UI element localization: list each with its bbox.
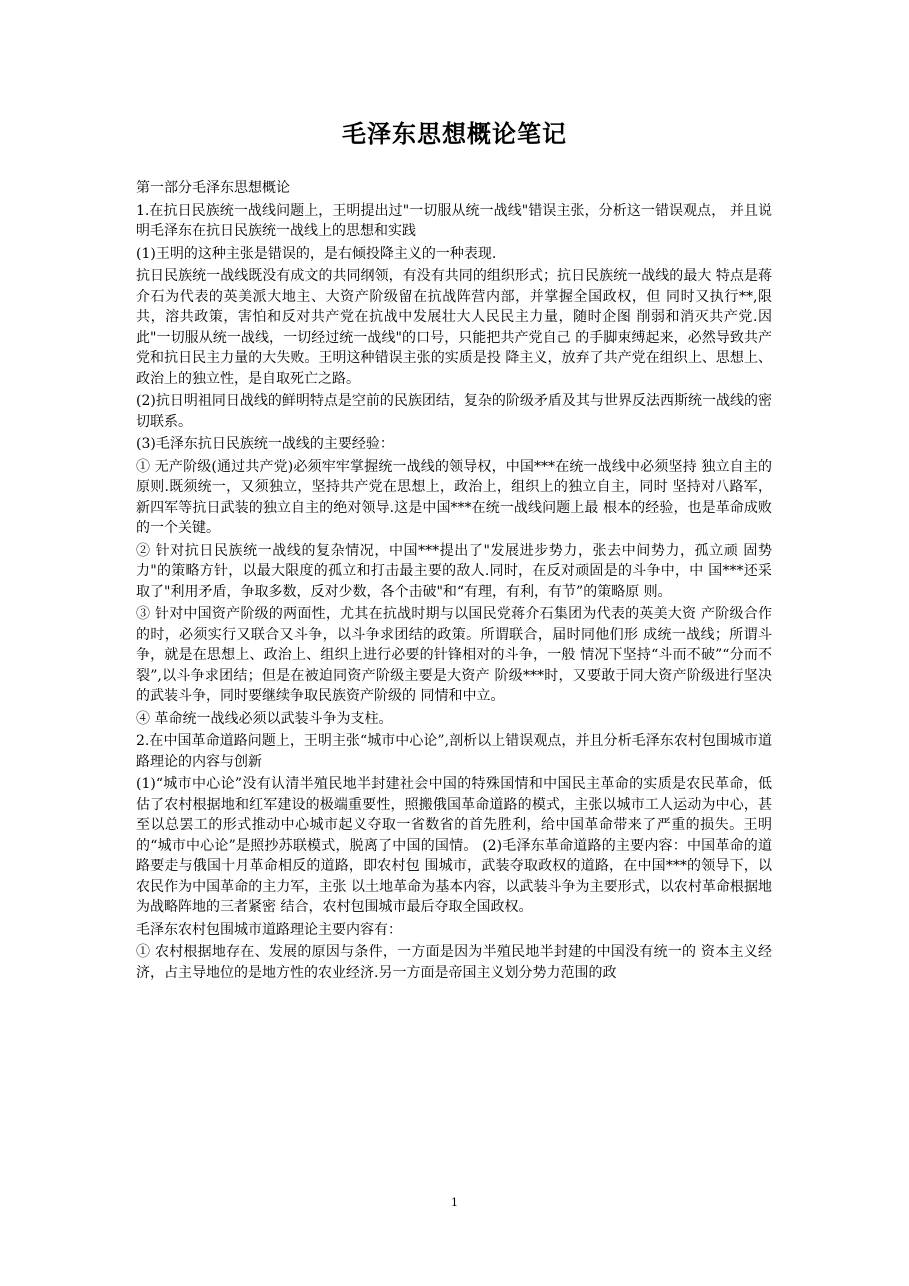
- section-heading: 第一部分毛泽东思想概论: [136, 180, 290, 196]
- question-2: 2.在中国革命道路问题上，王明主张“城市中心论”,剖析以上错误观点，并且分析毛泽东农村包围城市道路理论的内容与创新: [136, 733, 772, 770]
- list-item: ② 针对抗日民族统一战线的复杂情况，中国***提出了"发展进步势力，张去中间势力，孤立顽 固势力"的策略方针，以最大限度的孤立和打击最主要的敌人.同时，在反对顽固是的斗争中，中 国***还采取了"利用矛盾，争取多数，反对少数，各个击破"和“有理，有利，有节”的策略原 则。: [136, 542, 772, 600]
- paragraph: (1)王明的这种主张是错误的，是右倾投降主义的一种表现.: [136, 245, 497, 262]
- paragraph: (3)毛泽东抗日民族统一战线的主要经验：: [136, 436, 394, 452]
- list-item: ① 无产阶级(通过共产党)必须牢牢掌握统一战线的领导权，中国***在统一战线中必须坚持 独立自主的原则.既须统一，又须独立，坚持共产党在思想上，政治上，组织上的独立自主，同时 坚持对八路军，新四军等抗日武装的独立自主的绝对领导.这是中国***在统一战线问题上最 根本的经验，也是革命成败的一个关键。: [136, 458, 772, 536]
- question-1: 1.在抗日民族统一战线问题上，王明提出过"一切服从统一战线"错误主张，分析这一错误观点， 并且说明毛泽东在抗日民族统一战线上的思想和实践: [136, 202, 772, 239]
- paragraph: (1)“城市中心论”没有认清半殖民地半封建社会中国的特殊国情和中国民主革命的实质是农民革命，低估了农村根据地和红军建设的极端重要性，照搬俄国革命道路的模式，主张以城市工人运动为中心，甚至以总罢工的形式推动中心城市起义夺取一省数省的首先胜利，给中国革命带来了严重的损失。王明的“城市中心论”是照抄苏联模式，脱离了中国的国情。 (2)毛泽东革命道路的主要内容：中国革命的道路要走与俄国十月革命相反的道路，即农村包 围城市，武装夺取政权的道路，在中国***的领导下，以农民作为中国革命的主力军，主张 以土地革命为基本内容，以武装斗争为主要形式，以农村革命根据地为战略阵地的三者紧密 结合，农村包围城市最后夺取全国政权。: [136, 776, 772, 915]
- document-title: 毛泽东思想概论笔记: [342, 119, 567, 148]
- list-item: ④ 革命统一战线必须以武装斗争为支柱。: [136, 710, 393, 727]
- list-item: ① 农村根据地存在、发展的原因与条件，一方面是因为半殖民地半封建的中国没有统一的 资本主义经济，占主导地位的是地方性的农业经济.另一方面是帝国主义划分势力范围的政: [136, 944, 772, 981]
- document-body: [136, 178, 772, 985]
- paragraph: 抗日民族统一战线既没有成文的共同纲领，有没有共同的组织形式；抗日民族统一战线的最大 特点是蒋介石为代表的英美派大地主、大资产阶级留在抗战阵营内部，并掌握全国政权，但 同时又执行**,限共，溶共政策，害怕和反对共产党在抗战中发展壮大人民民主力量，随时企图 削弱和消灭共产党.因此"一切服从统一战线，一切经过统一战线"的口号，只能把共产党自己 的手脚束缚起来，必然导致共产党和抗日民主力量的大失败。王明这种错误主张的实质是投 降主义，放弃了共产党在组织上、思想上、政治上的独立性，是自取死亡之路。: [136, 268, 772, 387]
- list-item: ③ 针对中国资产阶级的两面性，尤其在抗战时期与以国民党蒋介石集团为代表的英美大资 产阶级合作的时，必须实行又联合又斗争，以斗争求团结的政策。所谓联合，届时同他们形 成统一战线；所谓斗争，就是在思想上、政治上、组织上进行必要的针锋相对的斗争，一般 情况下坚持“斗而不破”“分而不裂”,以斗争求团结；但是在被迫同资产阶级主要是大资产 阶级***时，又要敢于同大资产阶级进行坚决的武装斗争，同时要继续争取民族资产阶级的 同情和中立。: [136, 606, 772, 704]
- paragraph: 毛泽东农村包围城市道路理论主要内容有：: [136, 921, 402, 938]
- page-number: 1: [451, 1196, 458, 1209]
- paragraph: (2)抗日明祖同日战线的鲜明特点是空前的民族团结，复杂的阶级矛盾及其与世界反法西斯统一战线的密切联系。: [136, 393, 772, 430]
